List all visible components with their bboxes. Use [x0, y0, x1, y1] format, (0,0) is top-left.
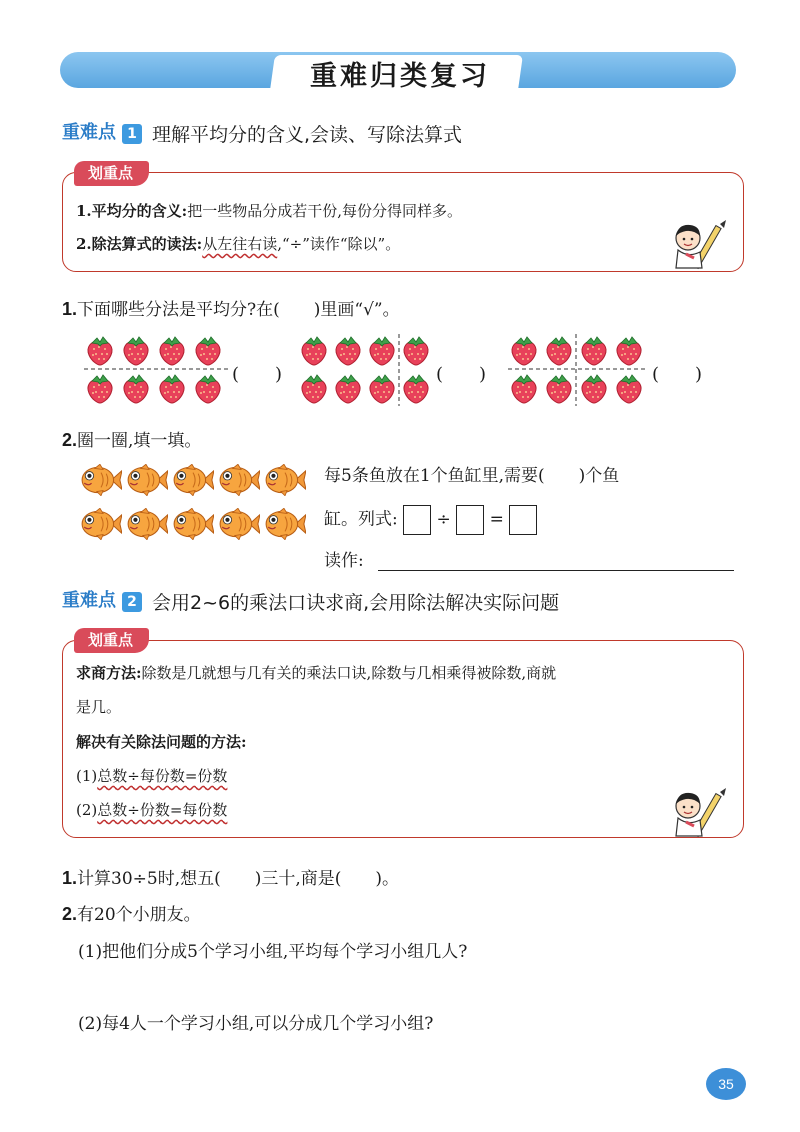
strawberry-group-1-svg	[84, 334, 230, 406]
answer-paren-3[interactable]: ( )	[652, 364, 703, 385]
key-point-1-line2	[76, 233, 400, 255]
key-point-box-1	[62, 172, 744, 272]
key-point-2-wavy: 从左往右读	[202, 235, 278, 253]
read-as-answer-line[interactable]	[378, 570, 734, 571]
section2-title: 会用2~6的乘法口诀求商,会用除法解决实际问题	[152, 592, 560, 614]
question-4-sub1: (1)把他们分成5个学习小组,平均每个学习小组几人?	[78, 942, 468, 962]
boy-pencil-icon	[668, 218, 728, 278]
key-point-2-rest: ,“÷”读作“除以”。	[277, 235, 401, 253]
solve-method-2-prefix: (2)	[76, 801, 98, 819]
strawberry-group-1	[84, 334, 230, 406]
fish-group-svg	[80, 464, 316, 548]
question-4-number: 2.	[62, 904, 78, 924]
key-point-2-term: 2.除法算式的读法:	[76, 235, 203, 253]
fish-equation-label: 缸。列式:	[324, 509, 398, 530]
fish-icons	[82, 464, 306, 540]
question-4	[62, 902, 201, 927]
method-term: 求商方法:	[76, 664, 142, 682]
section1-number: 1	[122, 124, 142, 144]
solve-method-1	[76, 765, 227, 787]
solve-method-1-formula: 总数÷每份数=份数	[97, 767, 228, 785]
page-title: 重难归类复习	[310, 61, 490, 92]
solve-method-heading: 解决有关除法问题的方法:	[76, 733, 247, 751]
question-2-text: 圈一圈,填一填。	[77, 431, 202, 451]
strawberry-group-2	[298, 334, 432, 406]
section1-tag: 重难点	[62, 122, 116, 143]
section2-heading	[62, 586, 559, 615]
method-text-2: 是几。	[76, 698, 122, 716]
key-point-1-term: 1.平均分的含义:	[76, 202, 188, 220]
fish-group	[80, 464, 316, 552]
solve-method-1-prefix: (1)	[76, 767, 98, 785]
solve-method-2	[76, 799, 227, 821]
question-4-text: 有20个小朋友。	[77, 905, 201, 925]
fish-equation	[324, 505, 537, 535]
question-1-text: 下面哪些分法是平均分?在( )里画“√”。	[77, 300, 400, 320]
boy-pencil-icon-2	[668, 786, 728, 846]
strawberry-group-3-svg	[508, 334, 648, 406]
dividend-box[interactable]	[403, 505, 431, 535]
divide-sign: ÷	[436, 509, 451, 530]
method-text-1: 除数是几就想与几有关的乘法口诀,除数与几相乘得被除数,商就	[141, 664, 557, 682]
read-as-label: 读作:	[324, 551, 364, 571]
answer-paren-1[interactable]: ( )	[232, 364, 283, 385]
section1-heading	[62, 118, 462, 147]
key-point-label-2: 划重点	[74, 628, 149, 653]
method-line1	[76, 662, 736, 684]
strawberry-group-2-svg	[298, 334, 432, 406]
answer-paren-2[interactable]: ( )	[436, 364, 487, 385]
solve-method-2-formula: 总数÷份数=每份数	[97, 801, 228, 819]
quotient-box[interactable]	[509, 505, 537, 535]
equals-sign: =	[489, 509, 504, 530]
question-3-number: 1.	[62, 868, 78, 888]
section1-title: 理解平均分的含义,会读、写除法算式	[152, 124, 463, 146]
read-as-row	[324, 549, 364, 573]
question-4-sub2: (2)每4人一个学习小组,可以分成几个学习小组?	[78, 1014, 434, 1034]
strawberry-icons	[302, 337, 428, 403]
question-1	[62, 297, 400, 322]
section2-tag: 重难点	[62, 590, 116, 611]
question-2	[62, 428, 201, 453]
fish-question-line1: 每5条鱼放在1个鱼缸里,需要( )个鱼	[324, 466, 620, 486]
strawberry-group-3	[508, 334, 648, 406]
key-point-1-definition: 把一些物品分成若干份,每份分得同样多。	[187, 202, 462, 220]
section2-number: 2	[122, 592, 142, 612]
question-3-text: 计算30÷5时,想五( )三十,商是( )。	[77, 869, 400, 889]
key-point-label-1: 划重点	[74, 161, 149, 186]
question-1-number: 1.	[62, 299, 78, 319]
page-number-badge: 35	[706, 1068, 746, 1100]
question-3	[62, 866, 399, 891]
question-2-number: 2.	[62, 430, 78, 450]
strawberry-icons	[88, 337, 220, 403]
key-point-1-line1	[76, 200, 462, 222]
divisor-box[interactable]	[456, 505, 484, 535]
